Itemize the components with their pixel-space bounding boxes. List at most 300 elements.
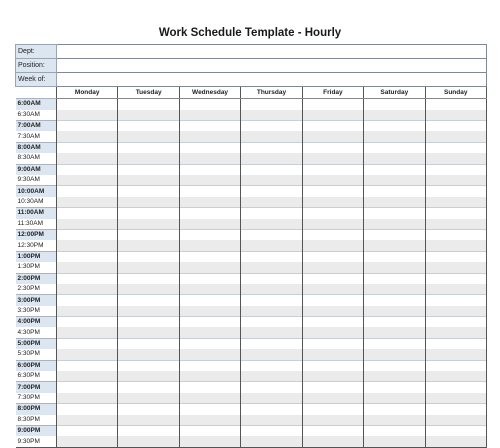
time-slot-row	[16, 131, 487, 142]
time-slot-row	[16, 229, 487, 240]
day-header-monday: Monday	[57, 87, 118, 99]
time-label: 6:00PM	[16, 360, 57, 371]
schedule-cell-friday[interactable]	[302, 197, 363, 208]
schedule-cell-thursday[interactable]	[241, 338, 302, 349]
schedule-cell-thursday[interactable]	[241, 240, 302, 251]
schedule-cell-tuesday[interactable]	[118, 349, 179, 360]
schedule-cell-tuesday[interactable]	[118, 371, 179, 382]
time-label: 3:30PM	[16, 306, 57, 317]
schedule-cell-wednesday[interactable]	[179, 251, 240, 262]
schedule-cell-saturday[interactable]	[364, 295, 425, 306]
schedule-cell-sunday[interactable]	[425, 338, 486, 349]
schedule-cell-wednesday[interactable]	[179, 121, 240, 132]
schedule-cell-friday[interactable]	[302, 131, 363, 142]
schedule-cell-monday[interactable]	[57, 436, 118, 447]
time-label: 9:00PM	[16, 426, 57, 437]
schedule-cell-wednesday[interactable]	[179, 349, 240, 360]
schedule-cell-tuesday[interactable]	[118, 110, 179, 121]
schedule-cell-wednesday[interactable]	[179, 415, 240, 426]
schedule-cell-monday[interactable]	[57, 295, 118, 306]
time-label: 9:30AM	[16, 175, 57, 186]
schedule-cell-friday[interactable]	[302, 327, 363, 338]
schedule-cell-thursday[interactable]	[241, 262, 302, 273]
schedule-cell-monday[interactable]	[57, 262, 118, 273]
schedule-cell-monday[interactable]	[57, 251, 118, 262]
schedule-cell-friday[interactable]	[302, 426, 363, 437]
schedule-cell-saturday[interactable]	[364, 415, 425, 426]
schedule-cell-thursday[interactable]	[241, 306, 302, 317]
schedule-cell-thursday[interactable]	[241, 393, 302, 404]
schedule-cell-thursday[interactable]	[241, 317, 302, 328]
schedule-cell-thursday[interactable]	[241, 197, 302, 208]
time-slot-row	[16, 393, 487, 404]
schedule-cell-saturday[interactable]	[364, 175, 425, 186]
schedule-cell-sunday[interactable]	[425, 110, 486, 121]
schedule-cell-tuesday[interactable]	[118, 273, 179, 284]
time-slot-row	[16, 142, 487, 153]
schedule-cell-monday[interactable]	[57, 360, 118, 371]
schedule-cell-friday[interactable]	[302, 306, 363, 317]
time-slot-row	[16, 110, 487, 121]
schedule-cell-sunday[interactable]	[425, 229, 486, 240]
schedule-cell-wednesday[interactable]	[179, 175, 240, 186]
time-label: 6:00AM	[16, 99, 57, 110]
schedule-cell-saturday[interactable]	[364, 229, 425, 240]
schedule-cell-wednesday[interactable]	[179, 393, 240, 404]
schedule-cell-friday[interactable]	[302, 295, 363, 306]
time-label: 6:30AM	[16, 110, 57, 121]
schedule-cell-friday[interactable]	[302, 371, 363, 382]
time-label: 11:00AM	[16, 208, 57, 219]
schedule-cell-monday[interactable]	[57, 197, 118, 208]
dept-label: Dept:	[16, 45, 57, 59]
dept-row	[16, 45, 487, 59]
schedule-cell-friday[interactable]	[302, 382, 363, 393]
schedule-cell-saturday[interactable]	[364, 273, 425, 284]
schedule-cell-monday[interactable]	[57, 404, 118, 415]
time-label: 7:30PM	[16, 393, 57, 404]
schedule-cell-wednesday[interactable]	[179, 164, 240, 175]
schedule-cell-thursday[interactable]	[241, 164, 302, 175]
schedule-cell-saturday[interactable]	[364, 327, 425, 338]
time-slot-row	[16, 273, 487, 284]
time-slot-row	[16, 415, 487, 426]
schedule-cell-saturday[interactable]	[364, 240, 425, 251]
schedule-cell-friday[interactable]	[302, 360, 363, 371]
schedule-cell-wednesday[interactable]	[179, 219, 240, 230]
time-slot-row	[16, 240, 487, 251]
schedule-cell-wednesday[interactable]	[179, 142, 240, 153]
schedule-cell-wednesday[interactable]	[179, 131, 240, 142]
schedule-cell-monday[interactable]	[57, 371, 118, 382]
time-label: 8:30PM	[16, 415, 57, 426]
schedule-cell-tuesday[interactable]	[118, 393, 179, 404]
schedule-cell-friday[interactable]	[302, 251, 363, 262]
schedule-cell-thursday[interactable]	[241, 436, 302, 447]
schedule-cell-tuesday[interactable]	[118, 360, 179, 371]
time-slot-row	[16, 284, 487, 295]
schedule-cell-thursday[interactable]	[241, 371, 302, 382]
schedule-cell-wednesday[interactable]	[179, 436, 240, 447]
schedule-cell-monday[interactable]	[57, 284, 118, 295]
schedule-cell-wednesday[interactable]	[179, 338, 240, 349]
schedule-cell-saturday[interactable]	[364, 338, 425, 349]
schedule-cell-monday[interactable]	[57, 219, 118, 230]
schedule-cell-sunday[interactable]	[425, 197, 486, 208]
schedule-cell-sunday[interactable]	[425, 349, 486, 360]
schedule-cell-thursday[interactable]	[241, 131, 302, 142]
time-label: 7:30AM	[16, 131, 57, 142]
schedule-cell-thursday[interactable]	[241, 121, 302, 132]
schedule-cell-friday[interactable]	[302, 153, 363, 164]
schedule-cell-wednesday[interactable]	[179, 262, 240, 273]
schedule-cell-thursday[interactable]	[241, 404, 302, 415]
week-label: Week of:	[16, 73, 57, 87]
position-row	[16, 59, 487, 73]
time-label: 9:00AM	[16, 164, 57, 175]
schedule-cell-sunday[interactable]	[425, 284, 486, 295]
schedule-cell-friday[interactable]	[302, 338, 363, 349]
time-slot-row	[16, 371, 487, 382]
time-slot-row	[16, 360, 487, 371]
schedule-cell-tuesday[interactable]	[118, 197, 179, 208]
schedule-cell-sunday[interactable]	[425, 436, 486, 447]
schedule-cell-friday[interactable]	[302, 186, 363, 197]
schedule-cell-sunday[interactable]	[425, 240, 486, 251]
time-slot-row	[16, 436, 487, 447]
schedule-cell-thursday[interactable]	[241, 415, 302, 426]
schedule-cell-friday[interactable]	[302, 284, 363, 295]
schedule-cell-saturday[interactable]	[364, 131, 425, 142]
schedule-cell-thursday[interactable]	[241, 142, 302, 153]
day-header-row	[16, 87, 487, 99]
time-label: 10:00AM	[16, 186, 57, 197]
time-label: 1:00PM	[16, 251, 57, 262]
schedule-cell-sunday[interactable]	[425, 404, 486, 415]
time-label: 7:00PM	[16, 382, 57, 393]
schedule-cell-friday[interactable]	[302, 175, 363, 186]
schedule-cell-thursday[interactable]	[241, 349, 302, 360]
schedule-cell-tuesday[interactable]	[118, 426, 179, 437]
schedule-cell-wednesday[interactable]	[179, 240, 240, 251]
schedule-cell-monday[interactable]	[57, 327, 118, 338]
schedule-cell-saturday[interactable]	[364, 110, 425, 121]
schedule-cell-wednesday[interactable]	[179, 273, 240, 284]
schedule-cell-sunday[interactable]	[425, 317, 486, 328]
day-header-sunday: Sunday	[425, 87, 486, 99]
schedule-cell-friday[interactable]	[302, 121, 363, 132]
schedule-cell-tuesday[interactable]	[118, 99, 179, 110]
time-label: 4:30PM	[16, 327, 57, 338]
time-slot-row	[16, 251, 487, 262]
schedule-cell-friday[interactable]	[302, 219, 363, 230]
schedule-cell-thursday[interactable]	[241, 186, 302, 197]
time-slot-row	[16, 197, 487, 208]
week-field[interactable]	[57, 73, 487, 87]
schedule-cell-tuesday[interactable]	[118, 284, 179, 295]
schedule-cell-saturday[interactable]	[364, 262, 425, 273]
schedule-cell-saturday[interactable]	[364, 426, 425, 437]
schedule-cell-saturday[interactable]	[364, 186, 425, 197]
schedule-cell-wednesday[interactable]	[179, 295, 240, 306]
schedule-cell-friday[interactable]	[302, 436, 363, 447]
schedule-cell-wednesday[interactable]	[179, 317, 240, 328]
schedule-cell-tuesday[interactable]	[118, 131, 179, 142]
schedule-cell-monday[interactable]	[57, 121, 118, 132]
schedule-cell-friday[interactable]	[302, 404, 363, 415]
schedule-cell-saturday[interactable]	[364, 436, 425, 447]
schedule-cell-sunday[interactable]	[425, 121, 486, 132]
time-label: 11:30AM	[16, 219, 57, 230]
time-label: 7:00AM	[16, 121, 57, 132]
schedule-cell-wednesday[interactable]	[179, 110, 240, 121]
schedule-cell-wednesday[interactable]	[179, 382, 240, 393]
time-label: 12:30PM	[16, 240, 57, 251]
schedule-cell-sunday[interactable]	[425, 164, 486, 175]
schedule-cell-sunday[interactable]	[425, 371, 486, 382]
schedule-cell-wednesday[interactable]	[179, 197, 240, 208]
schedule-cell-saturday[interactable]	[364, 208, 425, 219]
schedule-cell-wednesday[interactable]	[179, 229, 240, 240]
schedule-cell-thursday[interactable]	[241, 327, 302, 338]
schedule-cell-monday[interactable]	[57, 338, 118, 349]
schedule-cell-wednesday[interactable]	[179, 284, 240, 295]
schedule-cell-monday[interactable]	[57, 382, 118, 393]
schedule-cell-wednesday[interactable]	[179, 360, 240, 371]
schedule-cell-saturday[interactable]	[364, 251, 425, 262]
schedule-cell-saturday[interactable]	[364, 393, 425, 404]
schedule-cell-tuesday[interactable]	[118, 153, 179, 164]
time-label: 6:30PM	[16, 371, 57, 382]
schedule-cell-sunday[interactable]	[425, 153, 486, 164]
time-slot-row	[16, 121, 487, 132]
schedule-cell-monday[interactable]	[57, 349, 118, 360]
schedule-cell-wednesday[interactable]	[179, 208, 240, 219]
time-slot-row	[16, 349, 487, 360]
schedule-cell-saturday[interactable]	[364, 349, 425, 360]
schedule-cell-thursday[interactable]	[241, 360, 302, 371]
schedule-cell-thursday[interactable]	[241, 251, 302, 262]
week-row	[16, 73, 487, 87]
page-title: Work Schedule Template - Hourly	[158, 27, 342, 39]
schedule-cell-thursday[interactable]	[241, 110, 302, 121]
schedule-cell-tuesday[interactable]	[118, 186, 179, 197]
schedule-cell-tuesday[interactable]	[118, 338, 179, 349]
dept-field[interactable]	[57, 45, 487, 59]
time-slot-row	[16, 317, 487, 328]
schedule-cell-thursday[interactable]	[241, 284, 302, 295]
schedule-cell-friday[interactable]	[302, 415, 363, 426]
time-label: 2:00PM	[16, 273, 57, 284]
schedule-cell-friday[interactable]	[302, 99, 363, 110]
day-header-saturday: Saturday	[364, 87, 425, 99]
schedule-cell-thursday[interactable]	[241, 426, 302, 437]
schedule-cell-thursday[interactable]	[241, 229, 302, 240]
day-header-tuesday: Tuesday	[118, 87, 179, 99]
schedule-cell-sunday[interactable]	[425, 393, 486, 404]
schedule-cell-monday[interactable]	[57, 415, 118, 426]
schedule-cell-thursday[interactable]	[241, 208, 302, 219]
day-header-thursday: Thursday	[241, 87, 302, 99]
day-header-friday: Friday	[302, 87, 363, 99]
schedule-cell-tuesday[interactable]	[118, 219, 179, 230]
schedule-cell-sunday[interactable]	[425, 142, 486, 153]
schedule-cell-tuesday[interactable]	[118, 208, 179, 219]
schedule-cell-friday[interactable]	[302, 110, 363, 121]
schedule-cell-friday[interactable]	[302, 273, 363, 284]
schedule-cell-monday[interactable]	[57, 110, 118, 121]
schedule-cell-sunday[interactable]	[425, 295, 486, 306]
schedule-cell-friday[interactable]	[302, 317, 363, 328]
schedule-cell-saturday[interactable]	[364, 371, 425, 382]
time-slot-row	[16, 99, 487, 110]
schedule-cell-tuesday[interactable]	[118, 317, 179, 328]
schedule-cell-wednesday[interactable]	[179, 99, 240, 110]
schedule-cell-tuesday[interactable]	[118, 295, 179, 306]
time-label: 10:30AM	[16, 197, 57, 208]
schedule-cell-monday[interactable]	[57, 273, 118, 284]
schedule-cell-wednesday[interactable]	[179, 306, 240, 317]
schedule-cell-wednesday[interactable]	[179, 327, 240, 338]
schedule-cell-saturday[interactable]	[364, 404, 425, 415]
schedule-cell-sunday[interactable]	[425, 306, 486, 317]
schedule-cell-wednesday[interactable]	[179, 153, 240, 164]
schedule-table	[15, 44, 487, 448]
schedule-cell-monday[interactable]	[57, 99, 118, 110]
schedule-cell-thursday[interactable]	[241, 175, 302, 186]
schedule-cell-sunday[interactable]	[425, 262, 486, 273]
schedule-cell-friday[interactable]	[302, 142, 363, 153]
schedule-cell-wednesday[interactable]	[179, 404, 240, 415]
schedule-cell-saturday[interactable]	[364, 142, 425, 153]
schedule-cell-saturday[interactable]	[364, 382, 425, 393]
schedule-cell-sunday[interactable]	[425, 360, 486, 371]
schedule-cell-sunday[interactable]	[425, 131, 486, 142]
time-label: 12:00PM	[16, 229, 57, 240]
schedule-cell-tuesday[interactable]	[118, 121, 179, 132]
time-label: 9:30PM	[16, 436, 57, 447]
schedule-cell-saturday[interactable]	[364, 121, 425, 132]
schedule-cell-tuesday[interactable]	[118, 306, 179, 317]
schedule-cell-monday[interactable]	[57, 175, 118, 186]
time-slot-row	[16, 164, 487, 175]
schedule-cell-saturday[interactable]	[364, 219, 425, 230]
schedule-cell-sunday[interactable]	[425, 175, 486, 186]
time-label: 4:00PM	[16, 317, 57, 328]
schedule-cell-saturday[interactable]	[364, 153, 425, 164]
schedule-cell-monday[interactable]	[57, 153, 118, 164]
time-slot-row	[16, 186, 487, 197]
schedule-cell-saturday[interactable]	[364, 99, 425, 110]
schedule-cell-tuesday[interactable]	[118, 175, 179, 186]
schedule-cell-monday[interactable]	[57, 306, 118, 317]
schedule-cell-monday[interactable]	[57, 426, 118, 437]
schedule-cell-sunday[interactable]	[425, 426, 486, 437]
schedule-cell-friday[interactable]	[302, 208, 363, 219]
schedule-cell-sunday[interactable]	[425, 186, 486, 197]
schedule-cell-thursday[interactable]	[241, 219, 302, 230]
schedule-cell-monday[interactable]	[57, 208, 118, 219]
schedule-cell-tuesday[interactable]	[118, 142, 179, 153]
time-slot-row	[16, 219, 487, 230]
time-slot-row	[16, 295, 487, 306]
time-label: 5:30PM	[16, 349, 57, 360]
schedule-cell-thursday[interactable]	[241, 99, 302, 110]
schedule-cell-monday[interactable]	[57, 164, 118, 175]
schedule-cell-sunday[interactable]	[425, 327, 486, 338]
schedule-cell-monday[interactable]	[57, 393, 118, 404]
schedule-cell-tuesday[interactable]	[118, 415, 179, 426]
schedule-cell-sunday[interactable]	[425, 208, 486, 219]
schedule-cell-friday[interactable]	[302, 240, 363, 251]
time-slot-row	[16, 382, 487, 393]
schedule-cell-wednesday[interactable]	[179, 426, 240, 437]
schedule-cell-monday[interactable]	[57, 317, 118, 328]
schedule-cell-tuesday[interactable]	[118, 436, 179, 447]
schedule-cell-saturday[interactable]	[364, 306, 425, 317]
schedule-cell-tuesday[interactable]	[118, 262, 179, 273]
time-slot-row	[16, 404, 487, 415]
schedule-cell-monday[interactable]	[57, 142, 118, 153]
time-slot-row	[16, 175, 487, 186]
header-corner	[16, 87, 57, 99]
schedule-cell-monday[interactable]	[57, 131, 118, 142]
schedule-cell-tuesday[interactable]	[118, 404, 179, 415]
schedule-cell-tuesday[interactable]	[118, 327, 179, 338]
position-label: Position:	[16, 59, 57, 73]
schedule-cell-thursday[interactable]	[241, 153, 302, 164]
time-label: 5:00PM	[16, 338, 57, 349]
schedule-cell-sunday[interactable]	[425, 219, 486, 230]
schedule-cell-thursday[interactable]	[241, 382, 302, 393]
schedule-cell-saturday[interactable]	[364, 164, 425, 175]
schedule-cell-tuesday[interactable]	[118, 229, 179, 240]
schedule-cell-sunday[interactable]	[425, 251, 486, 262]
schedule-cell-tuesday[interactable]	[118, 382, 179, 393]
schedule-cell-friday[interactable]	[302, 393, 363, 404]
time-slot-row	[16, 327, 487, 338]
schedule-cell-sunday[interactable]	[425, 99, 486, 110]
schedule-cell-wednesday[interactable]	[179, 186, 240, 197]
schedule-cell-thursday[interactable]	[241, 273, 302, 284]
schedule-cell-friday[interactable]	[302, 349, 363, 360]
schedule-cell-thursday[interactable]	[241, 295, 302, 306]
schedule-cell-monday[interactable]	[57, 186, 118, 197]
schedule-cell-saturday[interactable]	[364, 284, 425, 295]
schedule-cell-tuesday[interactable]	[118, 164, 179, 175]
schedule-cell-sunday[interactable]	[425, 273, 486, 284]
schedule-cell-friday[interactable]	[302, 262, 363, 273]
schedule-cell-wednesday[interactable]	[179, 371, 240, 382]
time-slot-row	[16, 153, 487, 164]
schedule-cell-tuesday[interactable]	[118, 251, 179, 262]
schedule-cell-sunday[interactable]	[425, 382, 486, 393]
schedule-cell-saturday[interactable]	[364, 317, 425, 328]
time-label: 8:00AM	[16, 142, 57, 153]
schedule-cell-friday[interactable]	[302, 229, 363, 240]
time-label: 2:30PM	[16, 284, 57, 295]
time-slot-row	[16, 262, 487, 273]
schedule-cell-saturday[interactable]	[364, 197, 425, 208]
schedule-cell-tuesday[interactable]	[118, 240, 179, 251]
day-header-wednesday: Wednesday	[179, 87, 240, 99]
position-field[interactable]	[57, 59, 487, 73]
schedule-cell-monday[interactable]	[57, 240, 118, 251]
schedule-cell-sunday[interactable]	[425, 415, 486, 426]
schedule-cell-saturday[interactable]	[364, 360, 425, 371]
schedule-cell-friday[interactable]	[302, 164, 363, 175]
schedule-cell-monday[interactable]	[57, 229, 118, 240]
